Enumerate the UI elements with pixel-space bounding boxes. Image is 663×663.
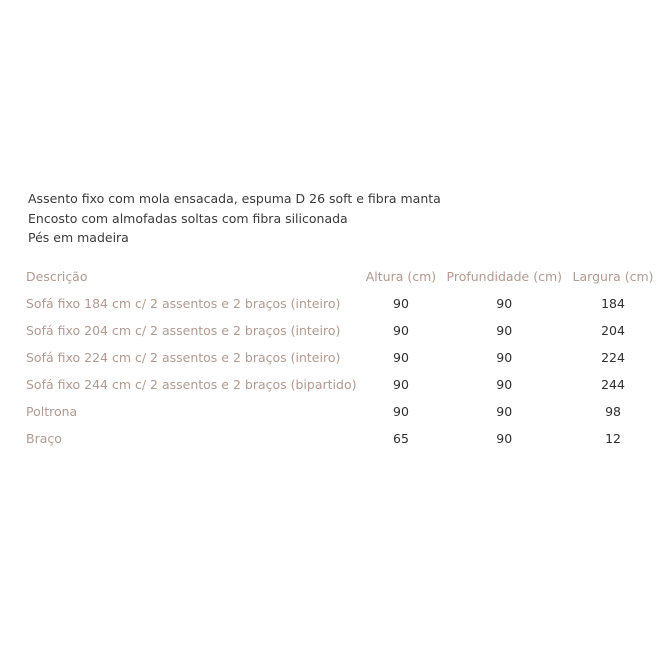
row-description: Sofá fixo 184 cm c/ 2 assentos e 2 braços (inteiro): [26, 296, 341, 311]
row-width: 12: [605, 431, 621, 446]
table-row: [26, 398, 663, 425]
header-depth: Profundidade (cm): [446, 269, 562, 284]
table-row: [26, 290, 663, 317]
feature-feet: Pés em madeira: [28, 230, 129, 245]
row-depth: 90: [496, 350, 513, 365]
row-description: Braço: [26, 431, 62, 446]
row-height: 65: [393, 431, 409, 446]
row-width: 204: [601, 323, 625, 338]
table-row: [26, 344, 663, 371]
row-description: Sofá fixo 204 cm c/ 2 assentos e 2 braços (inteiro): [26, 323, 341, 338]
row-depth: 90: [496, 323, 513, 338]
table-row: [26, 425, 663, 452]
row-height: 90: [393, 350, 409, 365]
row-height: 90: [393, 404, 409, 419]
row-description: Sofá fixo 224 cm c/ 2 assentos e 2 braços (inteiro): [26, 350, 341, 365]
table-header-row: [26, 263, 663, 290]
row-height: 90: [393, 296, 409, 311]
row-width: 184: [601, 296, 625, 311]
row-height: 90: [393, 323, 409, 338]
table-row: [26, 371, 663, 398]
dimensions-table: [26, 263, 663, 452]
feature-backrest: Encosto com almofadas soltas com fibra siliconada: [28, 210, 348, 226]
row-description: Poltrona: [26, 404, 78, 419]
header-width: Largura (cm): [572, 269, 654, 284]
features-list: [28, 189, 441, 248]
row-width: 98: [605, 404, 621, 419]
row-depth: 90: [496, 296, 513, 311]
row-depth: 90: [496, 377, 513, 392]
header-description: Descrição: [26, 269, 88, 284]
row-width: 244: [601, 377, 625, 392]
table-row: [26, 317, 663, 344]
row-depth: 90: [496, 404, 513, 419]
feature-seat: Assento fixo com mola ensacada, espuma D 26 soft e fibra manta: [28, 191, 441, 206]
row-width: 224: [601, 350, 625, 365]
row-depth: 90: [496, 431, 513, 446]
row-height: 90: [393, 377, 409, 392]
header-height: Altura (cm): [365, 269, 437, 284]
row-description: Sofá fixo 244 cm c/ 2 assentos e 2 braços (bipartido): [26, 377, 357, 392]
